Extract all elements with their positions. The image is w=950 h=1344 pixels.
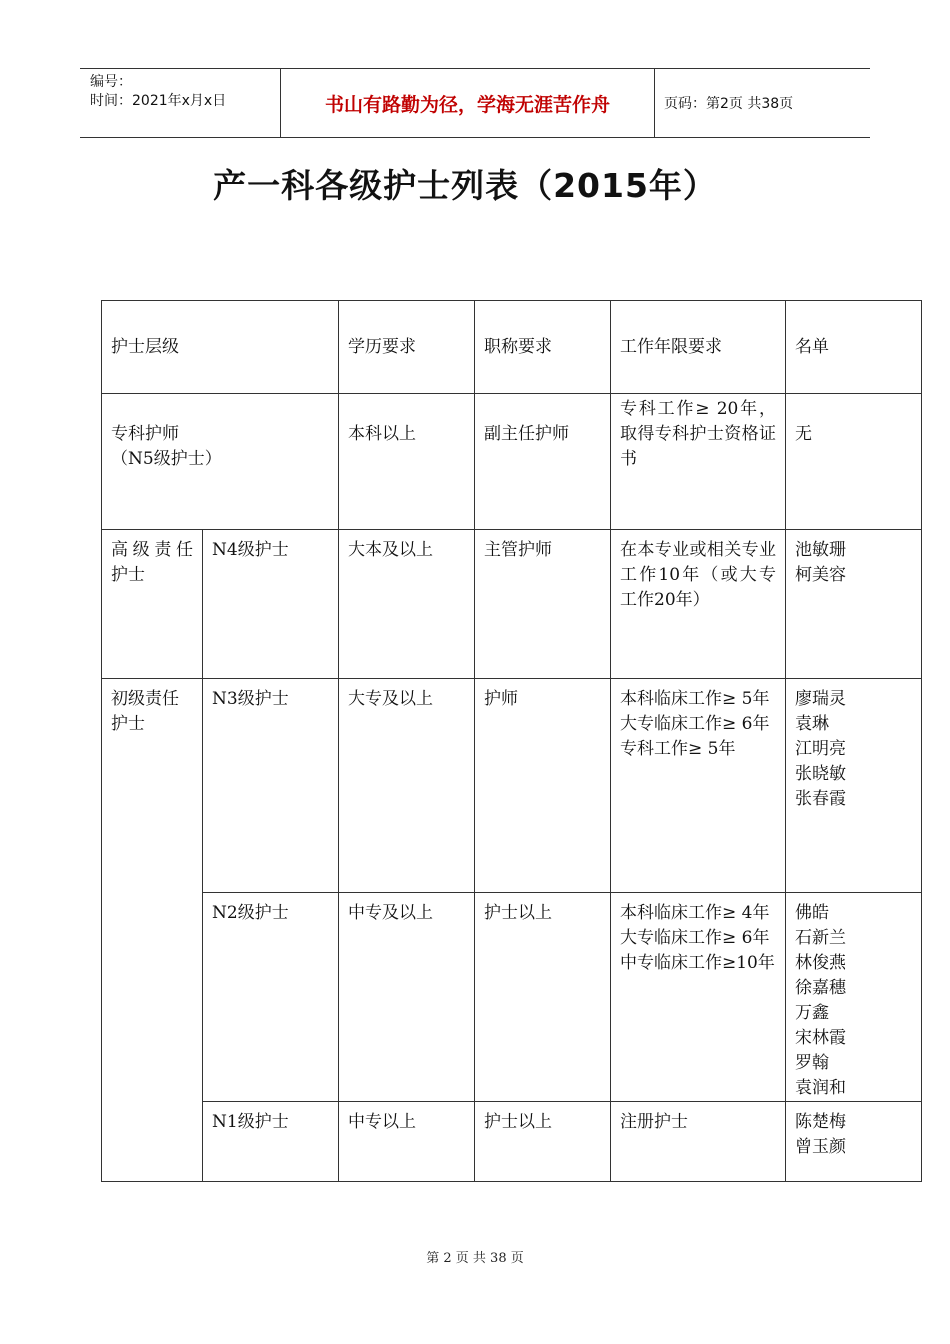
n4-education: 大本及以上 [339, 530, 475, 679]
n3-title: 护师 [475, 679, 611, 893]
n2-education: 中专及以上 [339, 893, 475, 1102]
junior-group: 初级责任护士 [102, 679, 203, 1182]
n1-education: 中专以上 [339, 1102, 475, 1182]
n3-years: 本科临床工作≥ 5年 大专临床工作≥ 6年 专科工作≥ 5年 [611, 679, 786, 893]
table-row [102, 679, 922, 893]
n4-years: 在本专业或相关专业工作10年（或大专工作20年） [611, 530, 786, 679]
n1-level: N1级护士 [203, 1102, 339, 1182]
n1-years: 注册护士 [611, 1102, 786, 1182]
n4-names: 池敏珊 柯美容 [786, 530, 922, 679]
n4-level: N4级护士 [203, 530, 339, 679]
n5-level: 专科护师 （N5级护士） [102, 394, 339, 530]
header-names: 名单 [786, 301, 922, 394]
n2-years: 本科临床工作≥ 4年 大专临床工作≥ 6年 中专临床工作≥10年 [611, 893, 786, 1102]
header-education: 学历要求 [339, 301, 475, 394]
n2-title: 护士以上 [475, 893, 611, 1102]
header-years: 工作年限要求 [611, 301, 786, 394]
header-level: 护士层级 [102, 301, 339, 394]
page-title: 产一科各级护士列表（2015年） [213, 166, 717, 205]
n5-title: 副主任护师 [475, 394, 611, 530]
n4-group: 高级责任护士 [102, 530, 203, 679]
table-row [102, 530, 922, 679]
n2-names: 佛皓 石新兰 林俊燕 徐嘉穗 万鑫 宋林霞 罗翰 袁润和 [786, 893, 922, 1102]
header-title: 职称要求 [475, 301, 611, 394]
table-row [102, 394, 922, 530]
n3-level: N3级护士 [203, 679, 339, 893]
n1-names: 陈楚梅 曾玉颜 [786, 1102, 922, 1182]
n5-years: 专科工作≥ 20年，取得专科护士资格证书 [611, 394, 786, 530]
table-header-row [102, 301, 922, 394]
n4-title: 主管护师 [475, 530, 611, 679]
page-header [80, 68, 870, 138]
n3-education: 大专及以上 [339, 679, 475, 893]
table-row [102, 1102, 922, 1182]
n5-names: 无 [786, 394, 922, 530]
doc-time-label: 时间：2021年x月x日 [90, 93, 227, 109]
doc-id-label: 编号： [90, 74, 132, 90]
table-row [102, 893, 922, 1102]
header-motto: 书山有路勤为径，学海无涯苦作舟 [281, 69, 655, 137]
page-footer: 第 2 页 共 38 页 [426, 1251, 524, 1266]
header-meta [80, 69, 281, 137]
header-page-label: 页码：第2页 共38页 [664, 96, 794, 112]
n5-education: 本科以上 [339, 394, 475, 530]
n2-level: N2级护士 [203, 893, 339, 1102]
n3-names: 廖瑞灵 袁琳 江明亮 张晓敏 张春霞 [786, 679, 922, 893]
n1-title: 护士以上 [475, 1102, 611, 1182]
nurse-level-table [101, 300, 922, 1182]
